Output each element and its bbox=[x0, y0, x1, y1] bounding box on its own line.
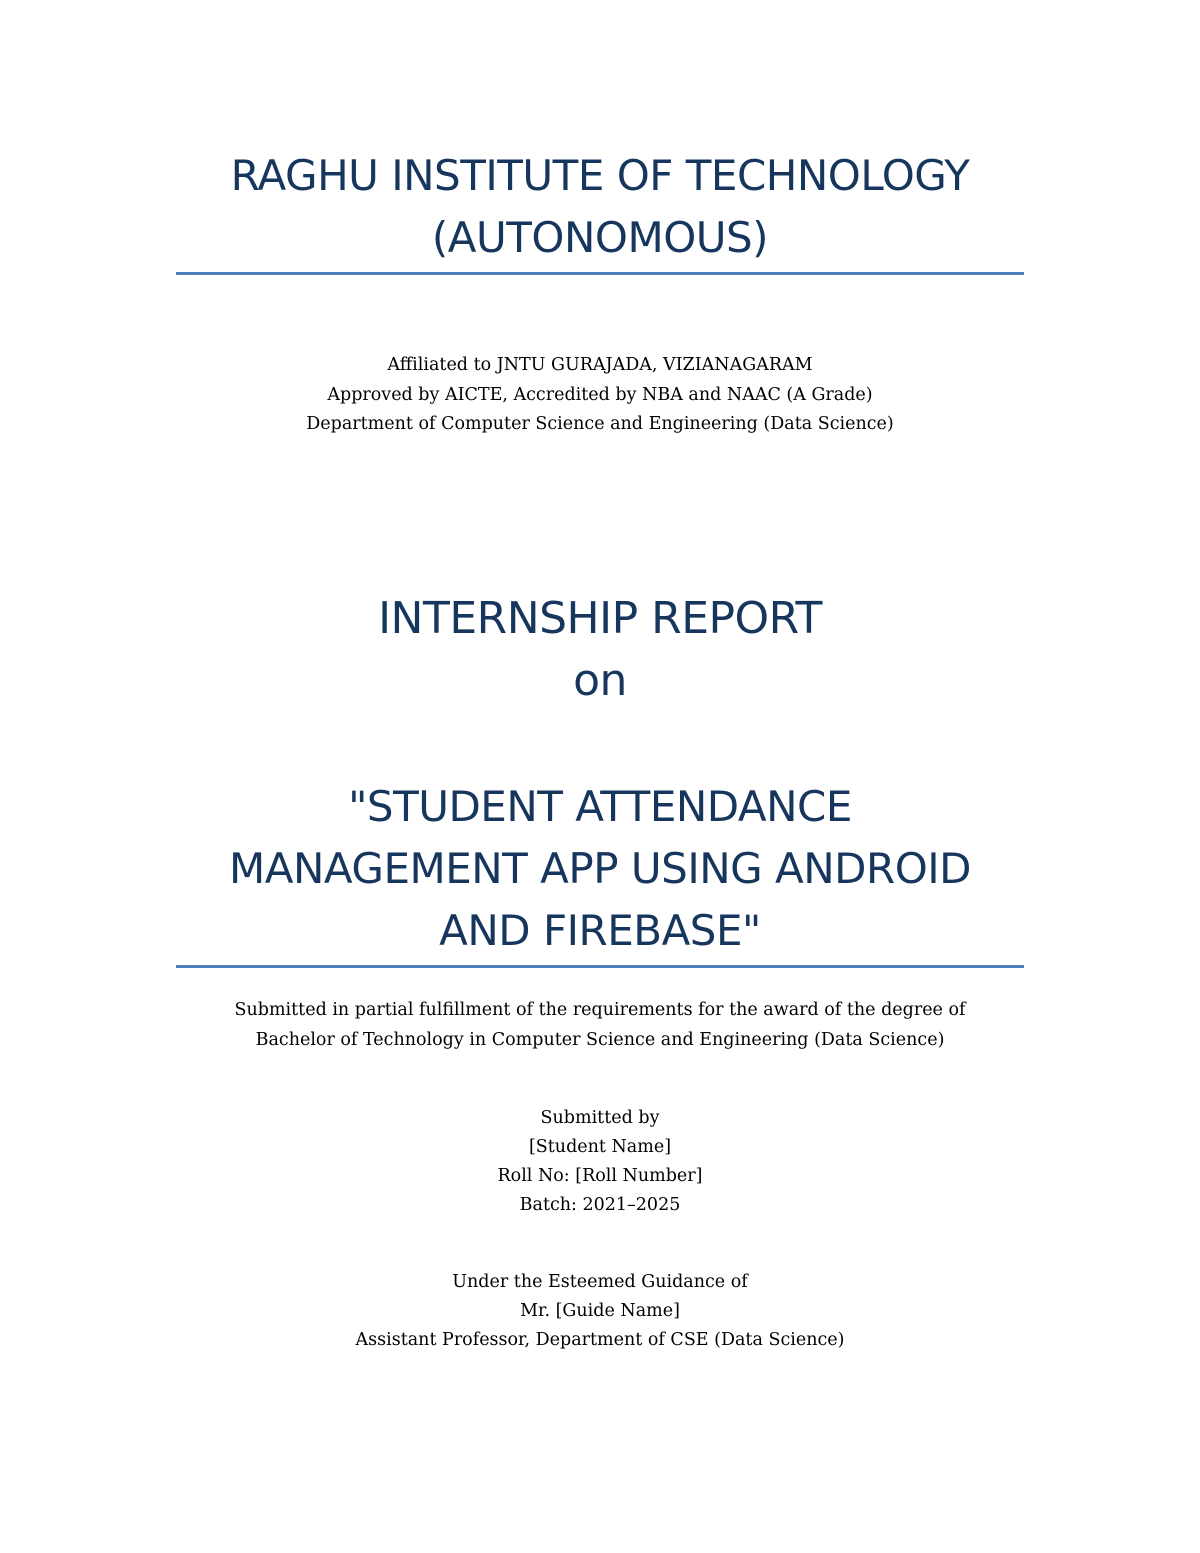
guidance-label: Under the Esteemed Guidance of bbox=[452, 1272, 748, 1292]
title-divider bbox=[176, 965, 1024, 968]
institution-status: (AUTONOMOUS) bbox=[431, 213, 769, 262]
guide-designation: Assistant Professor, Department of CSE (Data Science) bbox=[355, 1330, 845, 1350]
guide-name: Mr. [Guide Name] bbox=[520, 1301, 680, 1321]
submission-purpose: Submitted in partial fulfillment of the requirements for the award of the degree of bbox=[234, 1000, 966, 1020]
report-title-line: "STUDENT ATTENDANCE bbox=[348, 782, 852, 831]
roll-number: Roll No: [Roll Number] bbox=[497, 1166, 703, 1186]
affiliation-line: Affiliated to JNTU GURAJADA, VIZIANAGARAM bbox=[387, 355, 813, 375]
report-on: on bbox=[573, 655, 627, 706]
report-title-line: AND FIREBASE" bbox=[439, 906, 761, 955]
top-divider bbox=[176, 272, 1024, 275]
department-line: Department of Computer Science and Engineering (Data Science) bbox=[306, 414, 894, 434]
report-title-line: MANAGEMENT APP USING ANDROID bbox=[229, 844, 971, 893]
degree-line: Bachelor of Technology in Computer Science and Engineering (Data Science) bbox=[255, 1030, 945, 1050]
approval-line: Approved by AICTE, Accredited by NBA and NAAC (A Grade) bbox=[327, 385, 873, 405]
report-type: INTERNSHIP REPORT bbox=[378, 593, 822, 644]
batch: Batch: 2021–2025 bbox=[519, 1195, 681, 1215]
institution-name: RAGHU INSTITUTE OF TECHNOLOGY bbox=[230, 151, 970, 200]
student-name: [Student Name] bbox=[528, 1137, 672, 1157]
submitted-by-label: Submitted by bbox=[540, 1108, 660, 1128]
